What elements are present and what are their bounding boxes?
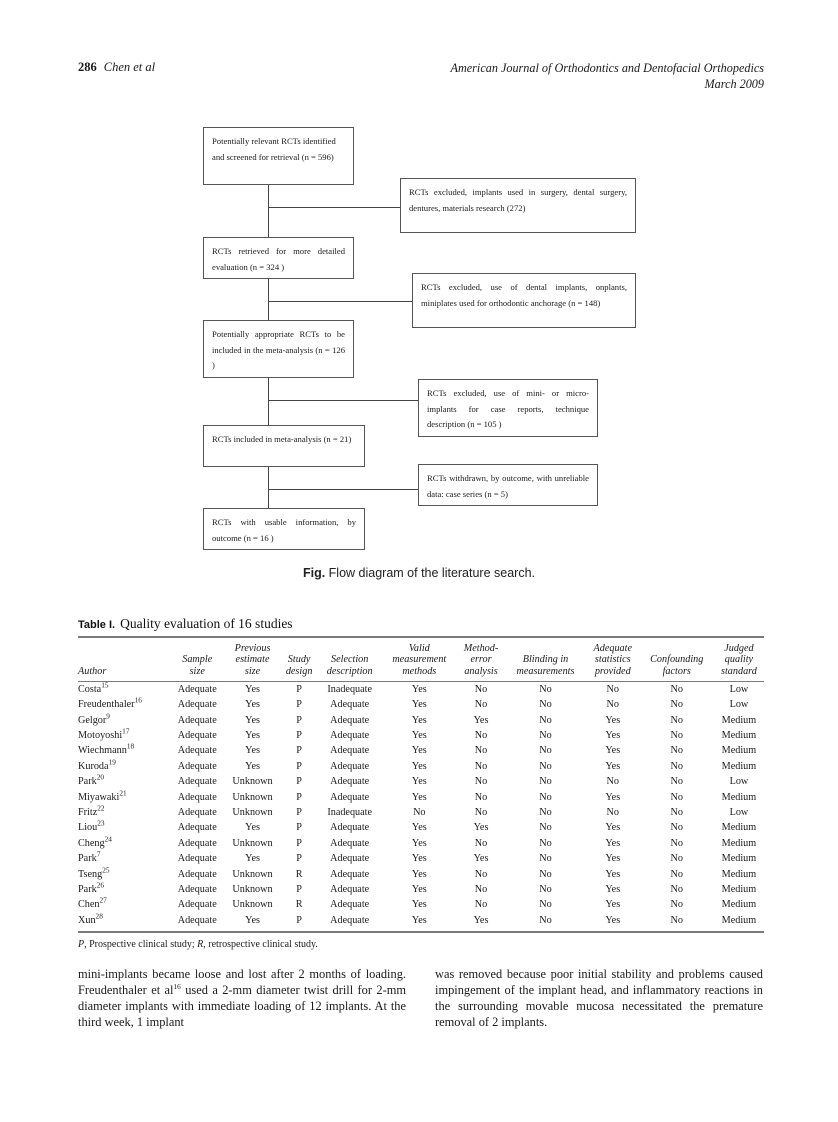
cell-1: Adequate — [177, 683, 217, 695]
cell-5: Yes — [411, 714, 427, 726]
cell-2: Yes — [245, 683, 260, 695]
footnote-abbr-r: R — [197, 938, 204, 950]
cell-10: Medium — [721, 899, 757, 911]
cell-5: No — [413, 806, 426, 818]
cell-10: Medium — [721, 883, 757, 895]
reference-superscript: 26 — [96, 880, 104, 890]
cell-8: Yes — [605, 745, 621, 757]
cell-8: No — [606, 683, 619, 695]
cell-7: No — [539, 683, 552, 695]
cell-3: P — [296, 683, 302, 695]
cell-4: Inadequate — [327, 806, 373, 818]
cell-author: Wiechmann$^{18}$ — [78, 741, 135, 757]
cell-2: Yes — [245, 699, 260, 711]
running-head-right — [451, 60, 764, 92]
reference-superscript: 16 — [134, 695, 142, 705]
cell-3: P — [296, 714, 302, 726]
cell-4: Adequate — [330, 883, 370, 895]
table-row — [78, 775, 764, 790]
cell-6: Yes — [473, 822, 489, 834]
cell-4: Adequate — [330, 868, 370, 880]
cell-4: Adequate — [330, 853, 370, 865]
cell-2: Unknown — [232, 899, 273, 911]
flow-box-text: Potentially relevant RCTs identified and screened for retrieval (n = 596) — [212, 136, 336, 162]
th-line: estimate — [235, 654, 270, 666]
cell-8: Yes — [605, 791, 621, 803]
cell-9: No — [640, 913, 714, 932]
reference-superscript: 17 — [122, 726, 130, 736]
cell-3: P — [296, 791, 302, 803]
cell-2: Yes — [245, 729, 260, 741]
cell-1: Adequate — [177, 699, 217, 711]
cell-4: Adequate — [330, 837, 370, 849]
cell-author: Fritz$^{22}$ — [78, 803, 105, 818]
cell-author: Gelgor$^9$ — [78, 711, 110, 726]
cell-1: Adequate — [177, 760, 217, 772]
cell-3: P — [296, 853, 302, 865]
th-author — [78, 637, 170, 682]
cell-4: Inadequate — [327, 683, 373, 695]
cell-3: P — [296, 776, 302, 788]
flow-box-text: RCTs excluded, implants used in surgery, dental surgery, dentures, materials research (272) — [409, 187, 627, 213]
connector-b1-down — [268, 185, 269, 237]
cell-8: No — [606, 806, 619, 818]
footnote-def-p: , Prospective clinical study; — [84, 938, 198, 950]
cell-2: Yes — [224, 913, 280, 932]
cell-9: No — [670, 883, 683, 895]
table-title-text: Quality evaluation of 16 studies — [120, 616, 293, 631]
figure-caption — [0, 566, 838, 580]
cell-author: Park$^7$ — [78, 849, 101, 865]
table-row — [78, 913, 764, 932]
cell-3: P — [296, 745, 302, 757]
cell-1: Adequate — [177, 837, 217, 849]
th-selection-description — [318, 637, 382, 682]
cell-author: Tseng$^{25}$ — [78, 865, 110, 880]
cell-author: Xun$^{28}$ — [78, 913, 170, 932]
flow-diagram — [0, 125, 838, 585]
cell-7: No — [539, 853, 552, 865]
table-row — [78, 898, 764, 913]
cell-author: Costa$^{15}$ — [78, 680, 109, 695]
cell-9: No — [670, 899, 683, 911]
th-line: Author — [78, 665, 107, 677]
flow-box-included-meta-analysis — [203, 425, 365, 467]
flow-box-withdrawn-unreliable — [418, 464, 598, 506]
th-line: Study — [287, 654, 311, 666]
cell-2: Unknown — [232, 776, 273, 788]
cell-7: No — [539, 868, 552, 880]
cell-2: Yes — [245, 714, 260, 726]
flow-box-excluded-surgery — [400, 178, 636, 233]
cell-10: Low — [729, 683, 749, 695]
th-line: description — [326, 665, 373, 677]
cell-6: No — [474, 837, 488, 849]
table-head — [78, 637, 764, 682]
table-footnote — [78, 939, 764, 950]
cell-7: No — [539, 837, 552, 849]
cell-4: Adequate — [330, 714, 370, 726]
th-line: statistics — [594, 654, 631, 666]
table-row — [78, 759, 764, 774]
figure-caption-label: Fig. — [302, 566, 326, 580]
cell-2: Yes — [245, 853, 260, 865]
cell-9: No — [670, 683, 683, 695]
cell-4: Adequate — [318, 913, 382, 932]
cell-4: Adequate — [330, 760, 370, 772]
cell-3: P — [296, 760, 302, 772]
th-line: error — [470, 654, 492, 666]
cell-1: Adequate — [177, 776, 217, 788]
cell-3: P — [296, 822, 302, 834]
table-row — [78, 728, 764, 743]
cell-1: Adequate — [177, 806, 217, 818]
th-line: measurement — [392, 654, 447, 666]
connector-b3-to-b4 — [268, 301, 412, 302]
flow-box-text: RCTs retrieved for more detailed evaluation (n = 324 ) — [212, 246, 345, 272]
reference-superscript: 25 — [102, 865, 110, 875]
cell-1: Adequate — [177, 729, 217, 741]
cell-4: Adequate — [330, 899, 370, 911]
cell-9: No — [670, 822, 683, 834]
cell-6: No — [474, 899, 488, 911]
cell-4: Adequate — [330, 776, 370, 788]
issue-date: March 2009 — [704, 77, 764, 91]
flow-box-excluded-dental-implants — [412, 273, 636, 328]
table-header-row — [78, 637, 764, 682]
cell-5: Yes — [411, 791, 427, 803]
cell-8: No — [606, 699, 619, 711]
connector-b7-to-b8 — [268, 489, 418, 490]
footnote-def-r: , retrospective clinical study. — [203, 938, 318, 950]
cell-1: Adequate — [177, 714, 217, 726]
flow-box-text: RCTs with usable information, by outcome (n = 16 ) — [212, 517, 356, 543]
th-line: measurements — [516, 665, 575, 677]
cell-3: R — [295, 899, 303, 911]
cell-4: Adequate — [330, 699, 370, 711]
cell-9: No — [670, 791, 683, 803]
cell-3: P — [296, 837, 302, 849]
cell-5: Yes — [411, 853, 427, 865]
table-row — [78, 882, 764, 897]
cell-1: Adequate — [177, 899, 217, 911]
cell-3: P — [296, 806, 302, 818]
connector-b5-to-b6 — [268, 400, 418, 401]
cell-7: No — [539, 883, 552, 895]
flow-box-text: RCTs excluded, use of mini- or micro-implants for case reports, technique description (n = 105 ) — [427, 388, 589, 429]
th-line: analysis — [464, 665, 498, 677]
cell-1: Adequate — [177, 883, 217, 895]
connector-b7-down — [268, 467, 269, 509]
cell-4: Adequate — [330, 822, 370, 834]
cell-8: Yes — [605, 883, 621, 895]
th-previous-estimate-size — [224, 637, 280, 682]
th-judged-quality-standard — [714, 637, 764, 682]
cell-1: Adequate — [177, 791, 217, 803]
cell-5: Yes — [411, 837, 427, 849]
figure-caption-text: Flow diagram of the literature search. — [328, 566, 536, 580]
cell-10: Low — [729, 806, 749, 818]
table-row — [78, 836, 764, 851]
th-line: size — [189, 665, 205, 677]
reference-superscript: 15 — [101, 680, 109, 690]
table-row — [78, 805, 764, 820]
cell-8: Yes — [605, 822, 621, 834]
reference-superscript: 7 — [96, 849, 101, 859]
cell-9: No — [670, 806, 683, 818]
table-row — [78, 713, 764, 728]
reference-superscript: 20 — [96, 772, 104, 782]
cell-4: Adequate — [330, 745, 370, 757]
cell-author: Kuroda$^{19}$ — [78, 757, 116, 772]
flow-box-potentially-appropriate — [203, 320, 354, 378]
footnote-abbr-p: P — [78, 938, 85, 950]
cell-7: No — [539, 776, 552, 788]
cell-6: No — [474, 868, 488, 880]
th-line: factors — [662, 665, 691, 677]
cell-6: No — [474, 806, 488, 818]
cell-author: Park$^{26}$ — [78, 880, 104, 895]
cell-8: No — [606, 776, 619, 788]
cell-3: P — [281, 913, 318, 932]
reference-superscript: 28 — [95, 911, 103, 921]
cell-1: Adequate — [177, 745, 217, 757]
cell-10: Medium — [721, 760, 757, 772]
cell-7: No — [539, 760, 552, 772]
cell-3: R — [295, 868, 303, 880]
table-row — [78, 821, 764, 836]
cell-8: Yes — [605, 899, 621, 911]
table-row — [78, 682, 764, 698]
cell-7: No — [505, 913, 586, 932]
cell-7: No — [539, 745, 552, 757]
cell-7: No — [539, 791, 552, 803]
cell-1: Adequate — [177, 822, 217, 834]
th-line: size — [244, 665, 261, 677]
cell-author: Cheng$^{24}$ — [78, 834, 112, 849]
cell-7: No — [539, 806, 552, 818]
cell-9: No — [670, 699, 683, 711]
cell-10: Medium — [721, 791, 757, 803]
th-adequate-statistics-provided — [586, 637, 640, 682]
cell-9: No — [670, 776, 683, 788]
cell-7: No — [539, 699, 552, 711]
cell-10: Low — [729, 699, 749, 711]
flow-box-retrieved-detailed — [203, 237, 354, 279]
cell-author: Motoyoshi$^{17}$ — [78, 726, 130, 741]
quality-evaluation-table — [78, 636, 764, 933]
reference-superscript: 18 — [126, 741, 135, 751]
cell-6: No — [474, 683, 488, 695]
th-valid-measurement-methods — [382, 637, 457, 682]
cell-5: Yes — [382, 913, 457, 932]
cell-10: Medium — [721, 868, 757, 880]
cell-5: Yes — [411, 683, 427, 695]
cell-10: Medium — [721, 714, 757, 726]
th-line: Method- — [463, 643, 499, 654]
table-row — [78, 852, 764, 867]
cell-5: Yes — [411, 745, 427, 757]
table-title — [78, 616, 764, 632]
th-sample-size — [170, 637, 224, 682]
cell-4: Adequate — [330, 729, 370, 741]
cell-2: Yes — [245, 760, 260, 772]
cell-9: No — [670, 729, 683, 741]
cell-9: No — [670, 760, 683, 772]
cell-3: P — [296, 699, 302, 711]
cell-5: Yes — [411, 822, 427, 834]
journal-name: American Journal of Orthodontics and Dentofacial Orthopedics — [450, 61, 764, 75]
th-confounding-factors — [640, 637, 714, 682]
th-study-design — [281, 637, 318, 682]
cell-1: Adequate — [177, 853, 217, 865]
flow-box-excluded-case-reports — [418, 379, 598, 437]
cell-5: Yes — [411, 729, 427, 741]
cell-6: No — [474, 729, 488, 741]
cell-6: No — [474, 776, 488, 788]
th-line: Sample — [182, 654, 213, 666]
cell-7: No — [539, 729, 552, 741]
th-line: Judged — [724, 643, 754, 654]
table-row — [78, 790, 764, 805]
cell-10: Medium — [721, 745, 757, 757]
cell-5: Yes — [411, 868, 427, 880]
th-line: standard — [721, 665, 757, 677]
cell-5: Yes — [411, 776, 427, 788]
flow-box-usable-information — [203, 508, 365, 550]
cell-8: Yes — [605, 853, 621, 865]
reference-superscript: 23 — [97, 818, 105, 828]
cell-2: Unknown — [232, 791, 273, 803]
cell-10: Low — [729, 776, 749, 788]
cell-5: Yes — [411, 899, 427, 911]
cell-2: Yes — [245, 745, 260, 757]
connector-b1-to-b2 — [268, 207, 400, 208]
body-text — [78, 966, 764, 1030]
cell-5: Yes — [411, 699, 427, 711]
cell-1: Adequate — [177, 868, 217, 880]
cell-6: No — [474, 791, 488, 803]
running-head-left — [78, 60, 155, 75]
flow-box-text: Potentially appropriate RCTs to be included in the meta-analysis (n = 126 ) — [212, 329, 345, 370]
cell-author: Chen$^{27}$ — [78, 895, 107, 911]
cell-author: Park$^{20}$ — [78, 772, 104, 788]
cell-1: Adequate — [170, 913, 224, 932]
th-line: Adequate — [593, 643, 632, 654]
cell-7: No — [539, 714, 552, 726]
cell-6: Yes — [473, 853, 489, 865]
cell-7: No — [539, 899, 552, 911]
cell-7: No — [539, 822, 552, 834]
cell-10: Medium — [721, 837, 757, 849]
flow-box-text: RCTs withdrawn, by outcome, with unreliable data: case series (n = 5) — [427, 473, 589, 499]
cell-6: No — [474, 883, 488, 895]
cell-5: Yes — [411, 760, 427, 772]
th-line: design — [285, 665, 313, 677]
cell-9: No — [670, 714, 683, 726]
table-row — [78, 698, 764, 713]
table-row — [78, 744, 764, 759]
connector-b3-down — [268, 279, 269, 321]
cell-9: No — [670, 868, 683, 880]
cell-8: Yes — [605, 729, 621, 741]
cell-3: P — [296, 883, 302, 895]
cell-9: No — [670, 853, 683, 865]
cell-author: Miyawaki$^{21}$ — [78, 788, 127, 803]
th-line: quality — [724, 654, 754, 666]
th-line: Blinding in — [522, 654, 569, 666]
body-column-right: was removed because poor initial stability and problems caused impingement of the implant head, and inflammatory reactions in the surrounding movable mucosa necessitated the premature removal of 2 implants. — [435, 967, 763, 1030]
cell-8: Yes — [605, 760, 621, 772]
reference-superscript: 9 — [106, 711, 110, 721]
cell-author: Freudenthaler$^{16}$ — [78, 695, 142, 711]
table-body — [78, 682, 764, 932]
cell-2: Unknown — [232, 837, 273, 849]
cell-4: Adequate — [330, 791, 370, 803]
cell-6: No — [474, 699, 488, 711]
cell-10: Medium — [721, 853, 757, 865]
cell-2: Yes — [245, 822, 260, 834]
table-section — [78, 616, 764, 950]
cell-2: Unknown — [232, 806, 273, 818]
cell-2: Unknown — [232, 868, 273, 880]
cell-9: No — [670, 745, 683, 757]
cell-10: Medium — [721, 822, 757, 834]
reference-superscript: 19 — [108, 757, 116, 767]
cell-8: Yes — [586, 913, 640, 932]
th-line: Previous — [234, 643, 271, 654]
cell-8: Yes — [605, 868, 621, 880]
table-label: Table I. — [78, 619, 116, 631]
running-head — [78, 60, 764, 100]
cell-8: Yes — [605, 837, 621, 849]
table-row — [78, 867, 764, 882]
reference-superscript: 24 — [104, 834, 112, 844]
cell-10: Medium — [714, 913, 764, 932]
th-line: provided — [594, 665, 631, 677]
cell-10: Medium — [721, 729, 757, 741]
cell-6: Yes — [457, 913, 505, 932]
flow-box-text: RCTs excluded, use of dental implants, onplants, miniplates used for orthodontic anchorage (n = 148) — [421, 282, 627, 308]
cell-author: Liou$^{23}$ — [78, 818, 105, 834]
cell-6: No — [474, 760, 488, 772]
cell-6: No — [474, 745, 488, 757]
reference-superscript: 21 — [119, 788, 127, 798]
reference-superscript: 27 — [99, 895, 107, 905]
th-line: Valid — [408, 643, 430, 654]
cell-3: P — [296, 729, 302, 741]
page-number: 286 — [78, 60, 97, 74]
cell-9: No — [670, 837, 683, 849]
connector-b5-down — [268, 378, 269, 426]
body-column-left: mini-implants became loose and lost after 2 months of loading. Freudenthaler et $al^{16}$ used a 2-mm diameter twist drill for 2-mm diameter implants with immediate loading of 12 implants. At the third week, 1 implant — [78, 967, 406, 1030]
th-line: Selection — [331, 654, 369, 666]
cell-6: Yes — [473, 714, 489, 726]
running-head-authors: Chen et al — [103, 60, 156, 74]
cell-8: Yes — [605, 714, 621, 726]
cell-5: Yes — [411, 883, 427, 895]
th-line: methods — [402, 665, 437, 677]
th-method-error-analysis — [457, 637, 505, 682]
reference-superscript: 22 — [97, 803, 105, 813]
flow-box-text: RCTs included in meta-analysis (n = 21) — [212, 434, 352, 444]
cell-2: Unknown — [232, 883, 273, 895]
th-blinding-in-measurements — [505, 637, 586, 682]
th-line: Confounding — [650, 654, 704, 666]
flow-box-potentially-relevant-rcts — [203, 127, 354, 185]
